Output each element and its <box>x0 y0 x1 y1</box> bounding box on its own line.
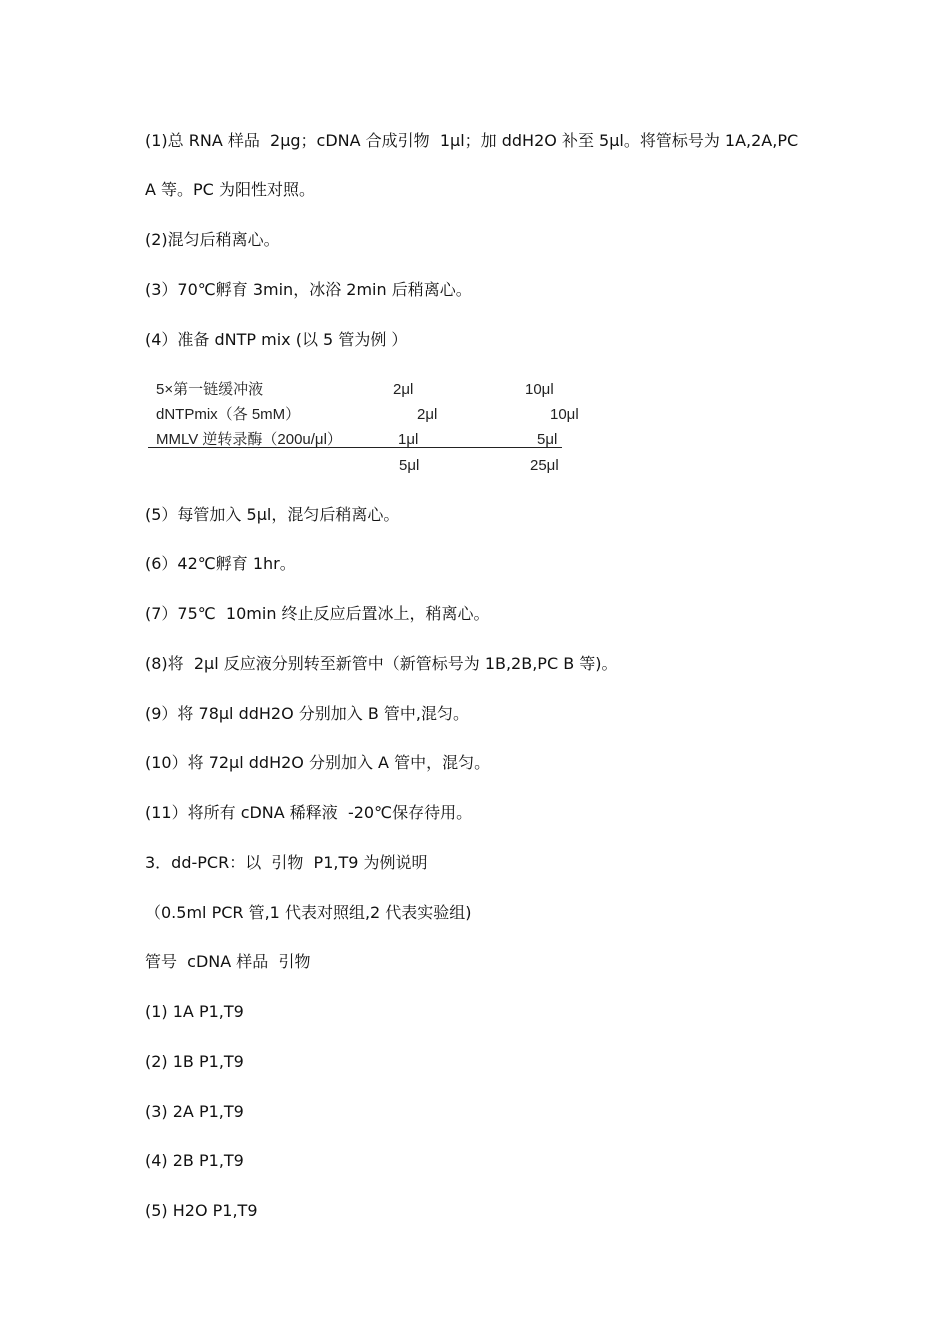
section-heading: 3．dd-PCR：以 引物 P1,T9 为例说明 <box>145 853 428 872</box>
text-line: (9）将 78μl ddH2O 分别加入 B 管中,混匀。 <box>145 704 470 723</box>
text-line: (5）每管加入 5μl，混匀后稍离心。 <box>145 505 400 524</box>
text-line: (3）70℃孵育 3min，冰浴 2min 后稍离心。 <box>145 280 472 299</box>
tube-row: (2) 1B P1,T9 <box>145 1052 244 1071</box>
table-row-five: 10μl <box>550 406 579 423</box>
text-line: (6）42℃孵育 1hr。 <box>145 554 296 573</box>
table-total-five: 25μl <box>530 457 559 474</box>
text-line: (4）准备 dNTP mix (以 5 管为例 ） <box>145 330 408 349</box>
tube-row: (3) 2A P1,T9 <box>145 1102 244 1121</box>
text-line: A 等。PC 为阳性对照。 <box>145 180 315 199</box>
tube-row: (5) H2O P1,T9 <box>145 1201 258 1220</box>
text-line: (1)总 RNA 样品 2μg；cDNA 合成引物 1μl；加 ddH2O 补至 5μl。将管标号为 1A,2A,PC <box>145 131 799 150</box>
tube-row: (4) 2B P1,T9 <box>145 1151 244 1170</box>
table-row-single: 2μl <box>393 381 414 398</box>
text-line: （0.5ml PCR 管,1 代表对照组,2 代表实验组) <box>145 903 472 922</box>
tube-header: 管号 cDNA 样品 引物 <box>145 952 311 971</box>
table-total-rule <box>148 447 562 448</box>
text-line: (8)将 2μl 反应液分别转至新管中（新管标号为 1B,2B,PC B 等)。 <box>145 654 618 673</box>
text-line: (2)混匀后稍离心。 <box>145 230 280 249</box>
text-line: (10）将 72μl ddH2O 分别加入 A 管中，混匀。 <box>145 753 491 772</box>
table-row-five: 5μl <box>537 431 558 448</box>
table-row-name: dNTPmix（各 5mM） <box>156 406 301 423</box>
tube-row: (1) 1A P1,T9 <box>145 1002 244 1021</box>
table-row-single: 2μl <box>417 406 438 423</box>
table-total-single: 5μl <box>399 457 420 474</box>
text-line: (7）75℃ 10min 终止反应后置冰上，稍离心。 <box>145 604 490 623</box>
table-row-name: MMLV 逆转录酶（200u/μl） <box>156 431 342 448</box>
table-row-name: 5×第一链缓冲液 <box>156 381 264 398</box>
table-row-single: 1μl <box>398 431 419 448</box>
text-line: (11）将所有 cDNA 稀释液 -20℃保存待用。 <box>145 803 473 822</box>
table-row-five: 10μl <box>525 381 554 398</box>
